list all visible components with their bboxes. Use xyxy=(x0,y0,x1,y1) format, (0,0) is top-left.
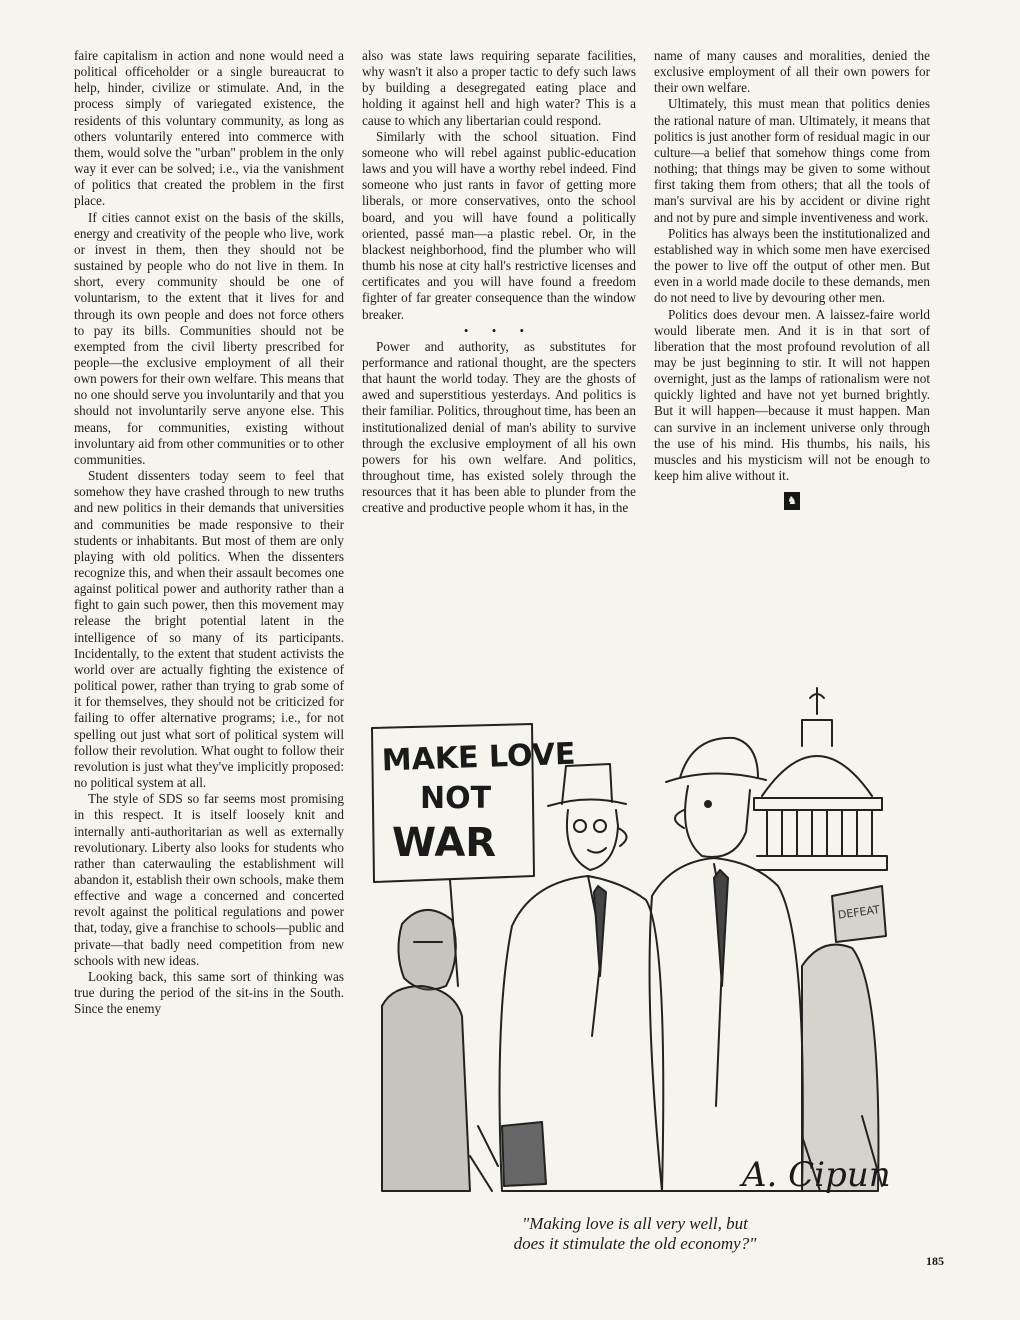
paragraph: Politics does devour men. A laissez-faire world would liberate men. And it is in that sort of liberation that the most profound revolution of all may be just beginning to stir. It will not happen overnight, just as the lamps of rationalism were not quickly lighted and have not yet burned brightly. But it will happen—because it must happen. Man can survive in an inclement universe only through the use of his mind. His thumbs, his nails, his muscles and his mysticism will not be enough to keep him alive without it. xyxy=(654,306,930,484)
cartoon-caption xyxy=(420,1214,850,1254)
paragraph: The style of SDS so far seems most promising in this respect. It is itself loosely knit and internally anti-authoritarian as well as externally revolutionary. Liberty also looks for students who rather than caterwauling the establishment will abandon it, establish their own schools, make them effective and wage a concerned and concerted revolt against the political regulations and power that, today, give a franchise to schools—public and private—that badly need competition from new schools with new ideas. xyxy=(74,791,344,968)
businessman-with-hat-drawing xyxy=(650,738,803,1191)
capitol-dome-drawing xyxy=(754,688,887,870)
article-column-3 xyxy=(654,48,930,510)
paragraph: Student dissenters today seem to feel that somehow they have crashed through to new truths and new politics in their demands that universities and communities be made responsive to their students or inhabitants. But most of them are only playing with old politics. When the dissenters recognize this, and when their assault becomes one against political power and authority rather than a fight to gain such power, then this movement may release the bright potential latent in the intelligence of so many of its participants. Incidentally, to the extent that student activists the world over are actually fighting the existence of political power, rather than trying to grab some of it for themselves, they should not be criticized for failing to offer alternative programs; i.e., for not spelling out just what sort of political system will follow their revolution. What ought to follow their revolution is just what they've implicitly proposed: no political system at all. xyxy=(74,468,344,791)
sign-text-line-2: NOT xyxy=(420,781,492,816)
sign-text-line-1: MAKE LOVE xyxy=(381,736,576,779)
rabbit-end-mark-icon: ♞ xyxy=(784,492,800,510)
article-column-1 xyxy=(74,48,344,1017)
paragraph: Politics has always been the institutionalized and established way in which some men have exercised the power to live off the output of other men. But even in a world made docile to these demands, men do not need to live by devouring other men. xyxy=(654,225,930,306)
caption-line-1: "Making love is all very well, but xyxy=(522,1214,748,1233)
section-separator: • • • xyxy=(463,322,535,338)
cartoon-illustration xyxy=(362,686,902,1206)
paragraph: Looking back, this same sort of thinking was true during the period of the sit-ins in the South. Since the enemy xyxy=(74,968,344,1017)
bearded-protester-drawing xyxy=(382,910,470,1191)
paragraph: Ultimately, this must mean that politics denies the rational nature of man. Ultimately, it means that politics is just another form of residual magic in our culture—a belief that somehow things come from nothing; that things may be given to some without first taking them from others; that all the tools of man's survival are his by accident or divine right and not by pure and simple inventiveness and work. xyxy=(654,96,930,225)
paragraph: faire capitalism in action and none would need a political officeholder or a single bureaucrat to help, hinder, civilize or stimulate. And, in the process simply of variegated existence, the residents of this voluntary community, as long as others voluntarily entered into commerce with them, would solve the "urban" problem in the only way it ever can be solved; i.e., via the vanishment of politics that created the problem in the first place. xyxy=(74,48,344,209)
paragraph: name of many causes and moralities, denied the exclusive employment of all their own powers for their own welfare. xyxy=(654,48,930,96)
paragraph: If cities cannot exist on the basis of the skills, energy and creativity of the people who live, work or invest in them, then they should not be sustained by people who do not live in them. In short, every community should be one of voluntarism, to the extent that it lives for and through its own people and does not force others to pay its bills. Communities should not be exempted from the civil liberty prescribed for people—the exclusive employment of all their own powers for their own welfare. This means that no one should serve you involuntarily and that you should not involuntarily serve anyone else. This means, for communities, existing without involuntary aid from other communities or to other communities. xyxy=(74,209,344,467)
small-sign-text: DEFEAT xyxy=(837,903,881,922)
sign-text-line-3: WAR xyxy=(392,820,497,866)
paragraph: also was state laws requiring separate facilities, why wasn't it also a proper tactic to defy such laws by building a desegregated eating place and holding it against hell and high water? This is a cause to which any libertarian could respond. xyxy=(362,48,636,128)
cartoonist-signature: A. Cipun xyxy=(742,1155,891,1195)
background-crowd-drawing xyxy=(802,886,886,1191)
caption-line-2: does it stimulate the old economy?" xyxy=(513,1234,757,1253)
businessman-with-glasses-drawing xyxy=(500,764,664,1191)
page-number: 185 xyxy=(926,1254,944,1268)
article-column-2 xyxy=(362,48,636,517)
paragraph: Power and authority, as substitutes for performance and rational thought, are the specters that haunt the world today. They are the ghosts of awed and superstitious yesterdays. And politics is their familiar. Politics, throughout time, has been an institutionalized denial of man's ability to survive through the exclusive employment of all his own powers for his own welfare. And politics, throughout time, has existed solely through the resources that it has been able to plunder from the creative and productive people whom it has, in the xyxy=(362,338,636,516)
paragraph: Similarly with the school situation. Find someone who will rebel against public-education laws and you will have a worthy rebel indeed. Find someone who just rants in favor of getting more liberals, or more conservatives, onto the school board, and you will have found a politically oriented, passé man—a plastic rebel. Or, in the blackest neighborhood, find the plumber who will thumb his nose at city hall's restrictive licenses and certificates and you will have found a freedom fighter of far greater consequence than the window breaker. xyxy=(362,128,636,322)
